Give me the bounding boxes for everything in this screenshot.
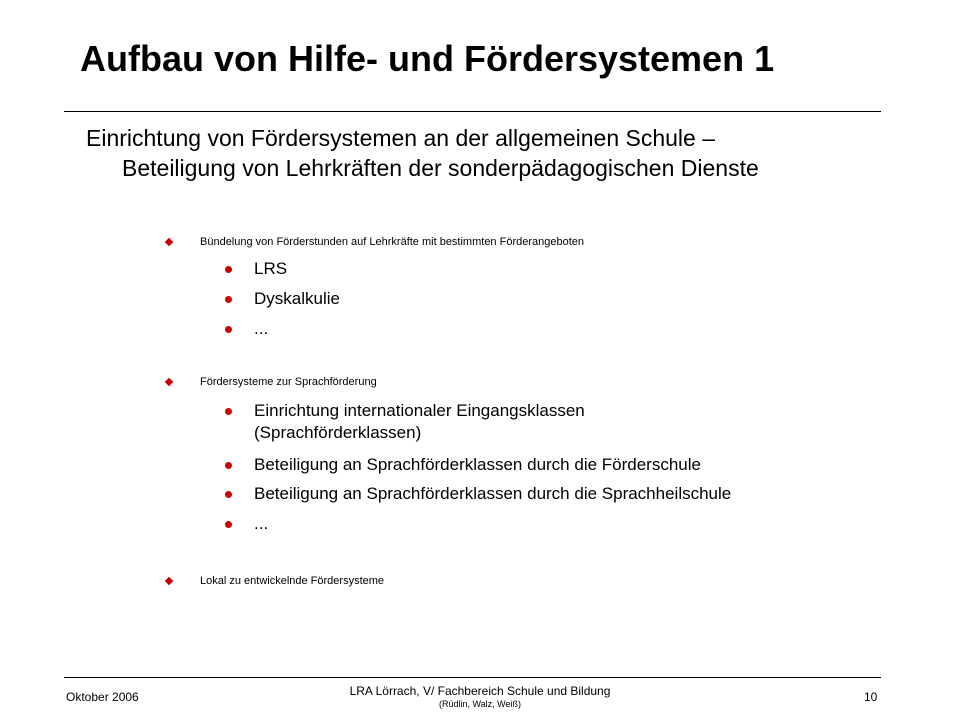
list-item-dyskalkulie: Dyskalkulie <box>254 289 340 308</box>
list-item-ellipsis-1: ... <box>254 319 269 338</box>
dot-bullet-icon <box>225 326 232 333</box>
slide-title: Aufbau von Hilfe- und Fördersystemen 1 <box>80 38 775 79</box>
list-item-eingangsklassen <box>254 400 585 444</box>
list-item-ellipsis-2: ... <box>254 514 269 533</box>
page-number: 10 <box>864 690 878 704</box>
subtitle-line-1: Einrichtung von Fördersystemen an der allgemeinen Schule – <box>86 125 716 151</box>
slide-subtitle <box>86 123 886 183</box>
footer-org-name: LRA Lörrach, V/ Fachbereich Schule und Bildung <box>349 684 611 698</box>
subtitle-line-2: Beteiligung von Lehrkräften der sonderpädagogischen Dienste <box>122 155 759 181</box>
footer-organization <box>290 684 670 710</box>
dot-bullet-icon <box>225 266 232 273</box>
section-heading-sprachfoerderung: Fördersysteme zur Sprachförderung <box>200 376 377 388</box>
dot-bullet-icon <box>225 521 232 528</box>
list-item-sprachheilschule: Beteiligung an Sprachförderklassen durch die Sprachheilschule <box>254 484 732 503</box>
dot-bullet-icon <box>225 491 232 498</box>
title-divider <box>64 111 881 112</box>
diamond-bullet-icon <box>165 577 173 585</box>
diamond-bullet-icon <box>165 378 173 386</box>
footer-authors: (Rüdlin, Walz, Weiß) <box>438 699 521 709</box>
dot-bullet-icon <box>225 296 232 303</box>
dot-bullet-icon <box>225 408 232 415</box>
list-item-foerderschule: Beteiligung an Sprachförderklassen durch die Förderschule <box>254 455 701 474</box>
section-heading-foerderstunden: Bündelung von Förderstunden auf Lehrkräfte mit bestimmten Förderangeboten <box>200 236 585 248</box>
list-item-eingangsklassen-line-1: Einrichtung internationaler Eingangsklassen <box>254 401 585 420</box>
dot-bullet-icon <box>225 462 232 469</box>
list-item-eingangsklassen-line-2: (Sprachförderklassen) <box>254 423 422 442</box>
footer-divider <box>64 677 881 678</box>
section-heading-lokal: Lokal zu entwickelnde Fördersysteme <box>200 575 385 587</box>
diamond-bullet-icon <box>165 238 173 246</box>
footer-date: Oktober 2006 <box>66 690 139 704</box>
list-item-lrs: LRS <box>254 259 288 278</box>
